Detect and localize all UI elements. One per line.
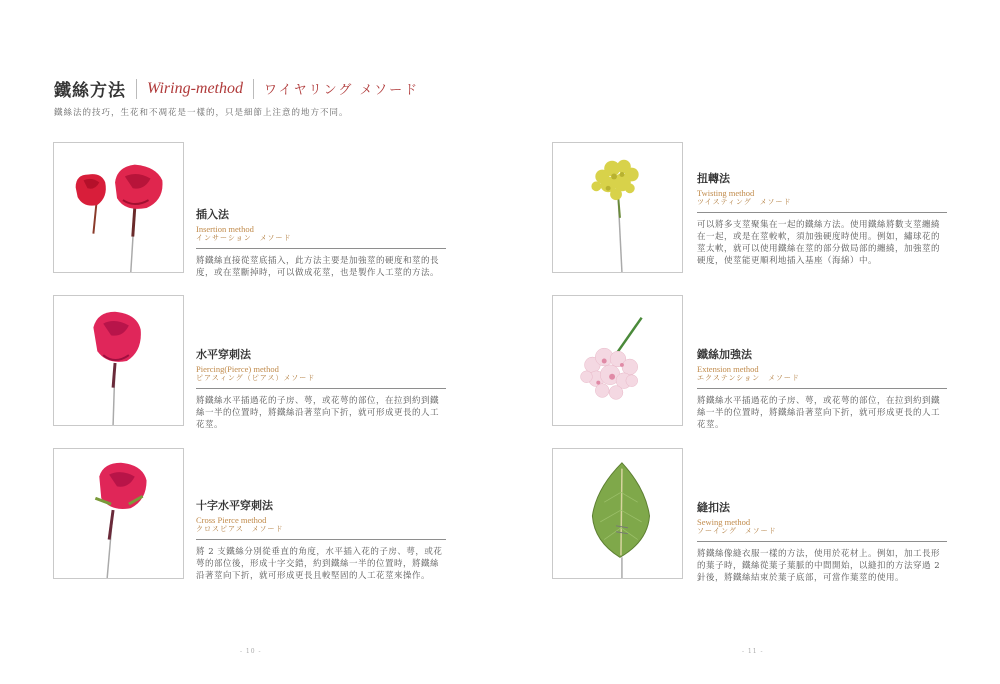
page-number-left: - 10 - bbox=[240, 648, 262, 655]
method-description: 將鐵絲像縫衣服一樣的方法，使用於花材上。例如，加工長形的葉子時，鐵絲從葉子葉脈的中間開始，以縫扣的方法穿過 2 針後，將鐵絲結束於葉子底部，可當作葉莖的使用。 bbox=[697, 549, 941, 584]
method-name: 十字水平穿刺法 bbox=[196, 499, 273, 512]
method-description: 將鐵絲直接從莖底插入，此方法主要是加強莖的硬度和莖的長度，或在莖斷掉時，可以做成花莖，也是製作人工莖的方法。 bbox=[196, 256, 440, 279]
method-name-japanese: クロスピアス メソード bbox=[196, 525, 284, 534]
method-name-english: Twisting method bbox=[697, 188, 755, 198]
method-entry bbox=[196, 497, 446, 582]
method-name-english: Cross Pierce method bbox=[196, 515, 267, 525]
method-name-english: Piercing(Pierce) method bbox=[196, 364, 279, 374]
method-description: 將鐵絲水平插過花的子房、萼，或花萼的部位，在拉到約到鐵絲一半的位置時，將鐵絲沿著莖向下折，就可形成更長的人工花莖。 bbox=[196, 396, 440, 431]
photo-twisting-hydrangea bbox=[552, 142, 683, 273]
method-name-japanese: エクステンション メソード bbox=[697, 374, 800, 383]
method-name-english: Sewing method bbox=[697, 517, 751, 527]
page-title-english: Wiring-method bbox=[147, 79, 243, 97]
page-title: 鐵絲方法 bbox=[54, 81, 126, 101]
page-subtitle: 鐵絲法的技巧，生花和不凋花是一樣的，只是細節上注意的地方不同。 bbox=[54, 108, 349, 118]
method-entry bbox=[196, 346, 446, 431]
divider-rule bbox=[196, 388, 446, 389]
method-entry bbox=[697, 346, 947, 431]
page-number-right: - 11 - bbox=[742, 648, 764, 655]
method-entry bbox=[697, 499, 947, 584]
title-divider bbox=[136, 79, 137, 99]
method-description: 將 2 支鐵絲分別從垂直的角度，水平插入花的子房、萼，或花萼的部位後，形成十字交錯，約到鐵絲一半的位置時，將鐵絲沿著莖向下折，就可形成更長且較堅固的人工花莖來操作。 bbox=[196, 547, 443, 582]
method-name: 鐵絲加強法 bbox=[697, 348, 752, 361]
photo-piercing-rose bbox=[53, 295, 184, 426]
divider-rule bbox=[697, 541, 947, 542]
method-name-english: Extension method bbox=[697, 364, 759, 374]
method-name-japanese: ソーイング メソード bbox=[697, 527, 777, 536]
method-name: 插入法 bbox=[196, 208, 229, 221]
photo-sewing-leaf bbox=[552, 448, 683, 579]
method-name-english: Insertion method bbox=[196, 224, 254, 234]
title-divider bbox=[253, 79, 254, 99]
photo-cross-pierce-rose bbox=[53, 448, 184, 579]
method-entry bbox=[196, 206, 446, 279]
divider-rule bbox=[697, 388, 947, 389]
method-name: 縫扣法 bbox=[697, 501, 730, 514]
divider-rule bbox=[196, 248, 446, 249]
method-description: 可以將多支莖聚集在一起的鐵絲方法。使用鐵絲將數支莖纏繞在一起，或是在莖較軟，須加強硬度時使用。例如，繡球花的莖太軟，就可以使用鐵絲在莖的部分做局部的纏繞，加強莖的硬度，使莖能更順利地插入基座（海綿）中。 bbox=[697, 220, 941, 267]
method-name-japanese: インサーション メソード bbox=[196, 234, 292, 243]
method-entry bbox=[697, 170, 947, 267]
method-name-japanese: ピアスィング（ピアス）メソード bbox=[196, 374, 316, 383]
method-name: 扭轉法 bbox=[697, 172, 730, 185]
divider-rule bbox=[196, 539, 446, 540]
method-name-japanese: ツイスティング メソード bbox=[697, 198, 792, 207]
divider-rule bbox=[697, 212, 947, 213]
method-name: 水平穿刺法 bbox=[196, 348, 251, 361]
page-header bbox=[54, 76, 419, 101]
photo-extension-hydrangea bbox=[552, 295, 683, 426]
method-description: 將鐵絲水平插過花的子房、萼，或花萼的部位，在拉到約到鐵絲一半的位置時，將鐵絲沿著莖向下折，就可形成更長的人工花莖。 bbox=[697, 396, 941, 431]
photo-insertion-roses bbox=[53, 142, 184, 273]
page-title-japanese: ワイヤリング メソード bbox=[264, 83, 420, 98]
